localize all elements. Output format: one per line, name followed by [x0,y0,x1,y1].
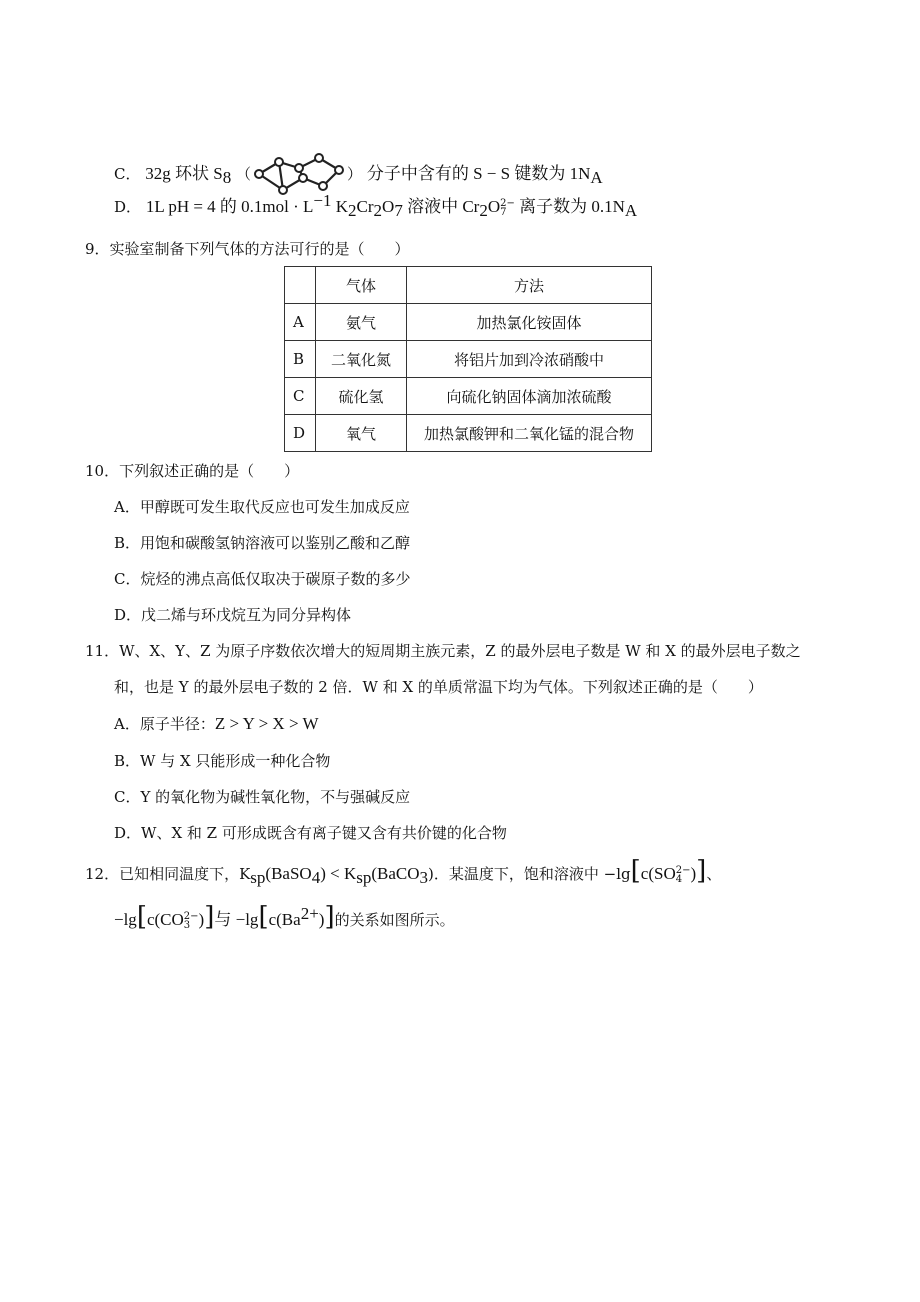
option-text: A．原子半径： [114,715,215,733]
q12-stem-line1 [85,856,722,887]
subscript: 7 [500,207,507,218]
subscript: 4 [675,874,683,885]
bracket: ] [204,902,215,932]
paren-close: ） [347,165,363,183]
bond-count-text: 分子中含有的 S − S 键数为 1N [366,164,591,183]
sub-sup-stack [676,866,691,884]
formula-part: O [382,197,395,216]
q8-option-d [114,191,638,220]
formula-part: c(CO [146,910,184,929]
table-cell: 硫化氢 [316,378,407,415]
table-header: 气体 [316,267,407,304]
formula-part: ) [318,910,325,929]
table-cell: 将铝片加到冷浓硝酸中 [407,341,652,378]
subscript: 2 [373,201,383,220]
subscript: 8 [222,168,232,187]
q11-option-b: B．W 与 X 只能形成一种化合物 [114,752,331,770]
bracket: [ [630,856,641,886]
subscript: 2 [479,201,488,220]
formula-part: K [331,197,349,216]
sub-sup-stack [500,199,515,217]
formula-part: (BaSO [265,864,312,883]
option-label: D． [114,198,142,216]
q11-option-a [114,713,319,735]
q11-stem-line1: 11．W、X、Y、Z 为原子序数依次增大的短周期主族元素，Z 的最外层电子数是 W 和 X 的最外层电子数之 [85,642,801,660]
subscript: A [624,201,638,220]
option-label: C． [114,165,141,183]
formula-part: 溶液中 Cr [402,197,480,216]
subscript: 3 [419,868,429,887]
formula-part: −lg [114,910,137,929]
radius-order: Z > Y > X > W [214,714,319,733]
q10-option-d: D．戊二烯与环戊烷互为同分异构体 [114,606,352,624]
subscript: 4 [311,868,321,887]
table-row [285,378,652,415]
table-row [285,415,652,452]
superscript: 2− [183,911,199,922]
q9-stem: 9．实验室制备下列气体的方法可行的是（ ） [85,240,410,258]
superscript: 2+ [300,904,319,923]
formula-part: O [487,197,501,216]
superscript: −1 [313,191,332,210]
sub-sup-stack [184,912,199,930]
table-cell: A [285,304,316,341]
q11-option-d: D．W、X 和 Z 可形成既含有离子键又含有共价键的化合物 [114,824,507,842]
formula-part: 与 −lg [214,910,259,929]
table-header [285,267,316,304]
q10-option-b: B．用饱和碳酸氢钠溶液可以鉴别乙酸和乙醇 [114,534,411,552]
table-cell: 加热氯酸钾和二氧化锰的混合物 [407,415,652,452]
table-cell: 加热氯化铵固体 [407,304,652,341]
mass-text: 32g 环状 S [145,164,223,183]
q10-option-a: A．甲醇既可发生取代反应也可发生加成反应 [114,498,410,516]
q11-option-c: C．Y 的氧化物为碱性氧化物，不与强碱反应 [114,788,411,806]
table-cell: B [285,341,316,378]
q10-stem: 10．下列叙述正确的是（ ） [85,462,300,480]
table-cell: D [285,415,316,452]
formula-part: c(SO [640,864,676,883]
formula-part: ) [198,910,205,929]
bracket: ] [696,856,707,886]
bracket: [ [136,902,147,932]
q12-stem-line2 [114,902,455,932]
q11-stem-line2: 和，也是 Y 的最外层电子数的 2 倍．W 和 X 的单质常温下均为气体。下列叙述正确的是（ ） [114,678,763,696]
bracket: ] [324,902,335,932]
table-cell: 氧气 [316,415,407,452]
subscript: A [590,168,603,187]
solution-text: 1L pH = 4 的 0.1mol · L [145,197,314,216]
table-row [285,304,652,341]
stem-text: )．某温度下，饱和溶液中 −lg [428,865,631,883]
bracket: [ [258,902,269,932]
table-cell: 二氧化氮 [316,341,407,378]
stem-text: 12．已知相同温度下，K [85,865,251,883]
superscript: 2− [500,198,515,209]
table-header-row [285,267,652,304]
stem-text: 的关系如图所示。 [334,911,455,929]
formula-part: 离子数为 0.1N [514,197,625,216]
s8-ring-structure-image [251,152,347,198]
subscript: 2 [348,201,357,220]
formula-part: c(Ba [268,910,301,929]
table-cell: C [285,378,316,415]
q10-option-c: C．烷烃的沸点高低仅取决于碳原子数的多少 [114,570,411,588]
formula-part: ) < K [320,864,357,883]
table-cell: 向硫化钠固体滴加浓硫酸 [407,378,652,415]
stem-text: 、 [706,865,722,883]
table-header: 方法 [407,267,652,304]
q8-option-c [114,152,603,198]
gas-method-table [284,266,652,452]
subscript: 3 [183,920,191,931]
subscript: sp [356,868,372,887]
table-cell: 氨气 [316,304,407,341]
paren-open: （ [236,165,252,183]
superscript: 2− [675,865,691,876]
table-row [285,341,652,378]
formula-part: ) [690,864,697,883]
subscript: 7 [394,201,403,220]
formula-part: Cr [356,197,374,216]
formula-part: (BaCO [371,864,420,883]
subscript: sp [250,868,266,887]
